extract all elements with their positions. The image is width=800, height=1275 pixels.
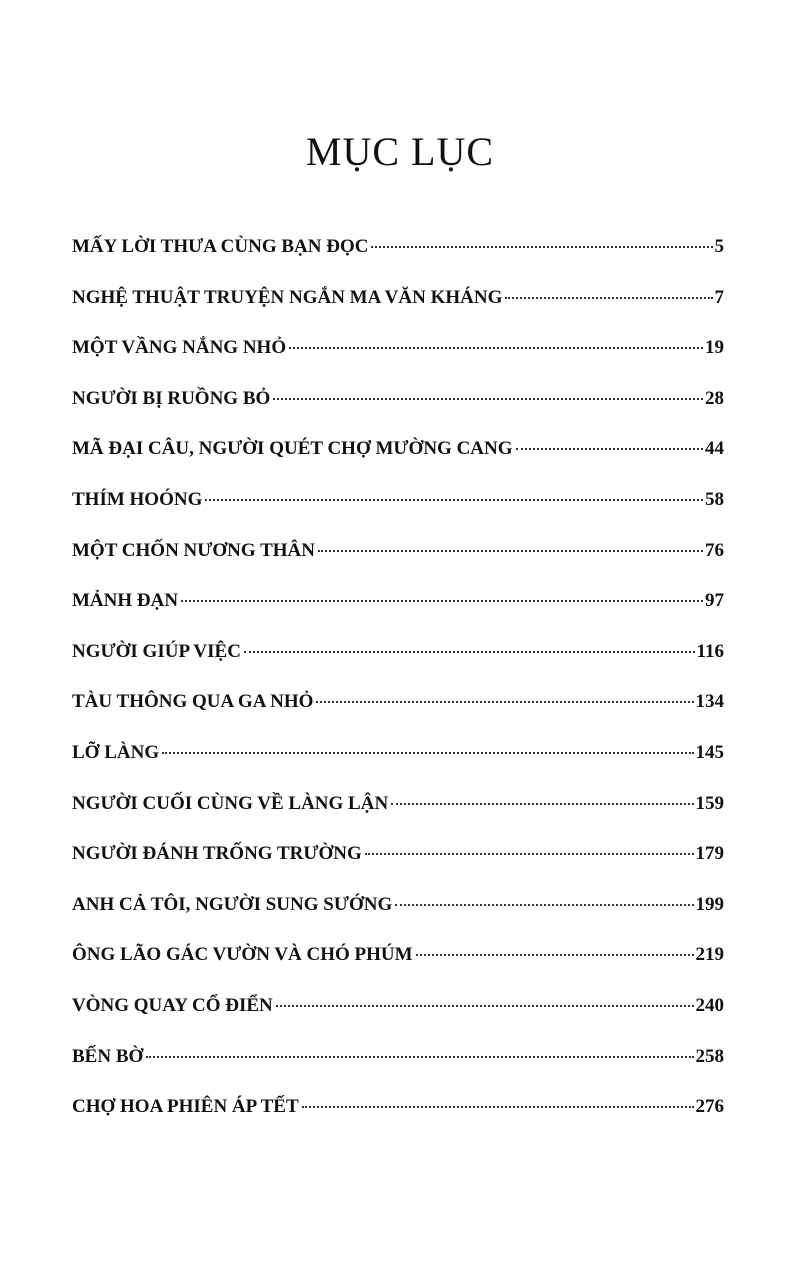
dot-leader <box>365 853 694 855</box>
dot-leader <box>181 600 703 602</box>
dot-leader <box>318 550 703 552</box>
dot-leader <box>205 499 703 501</box>
dot-leader <box>391 803 693 805</box>
toc-entry-page-number: 19 <box>705 337 724 359</box>
dot-leader <box>244 651 695 653</box>
table-of-contents <box>72 236 724 1147</box>
toc-entry <box>72 489 724 540</box>
toc-entry-title: NGƯỜI BỊ RUỒNG BỎ <box>72 387 271 409</box>
toc-entry-page-number: 28 <box>705 387 724 409</box>
dot-leader <box>289 347 703 349</box>
dot-leader <box>505 297 712 299</box>
toc-entry-title: NGƯỜI ĐÁNH TRỐNG TRƯỜNG <box>72 843 362 865</box>
toc-entry-title: NGHỆ THUẬT TRUYỆN NGẮN MA VĂN KHÁNG <box>72 286 503 308</box>
dot-leader <box>302 1106 694 1108</box>
toc-entry-page-number: 145 <box>695 741 724 763</box>
toc-entry-title: NGƯỜI CUỐI CÙNG VỀ LÀNG LẬN <box>72 792 389 814</box>
toc-entry-page-number: 76 <box>705 539 724 561</box>
toc-entry-page-number: 5 <box>714 236 724 257</box>
toc-entry-title: CHỢ HOA PHIÊN ÁP TẾT <box>72 1096 299 1118</box>
dot-leader <box>273 398 703 400</box>
toc-entry <box>72 742 724 793</box>
toc-entry-page-number: 276 <box>695 1096 724 1118</box>
toc-entry-page-number: 116 <box>696 640 724 662</box>
toc-entry-page-number: 97 <box>705 590 724 612</box>
dot-leader <box>371 246 712 248</box>
toc-entry-title: MỘT VẦNG NẮNG NHỎ <box>72 337 287 359</box>
toc-entry <box>72 793 724 844</box>
toc-entry-title: MẤY LỜI THƯA CÙNG BẠN ĐỌC <box>72 236 369 257</box>
toc-entry-title: ANH CẢ TÔI, NGƯỜI SUNG SƯỚNG <box>72 893 393 915</box>
toc-entry <box>72 1096 724 1147</box>
toc-entry <box>72 438 724 489</box>
toc-entry-page-number: 58 <box>705 488 724 510</box>
toc-entry-title: ÔNG LÃO GÁC VƯỜN VÀ CHÓ PHÚM <box>72 944 413 966</box>
dot-leader <box>516 448 703 450</box>
toc-entry <box>72 337 724 388</box>
toc-entry-page-number: 7 <box>714 286 724 308</box>
toc-entry <box>72 236 724 287</box>
toc-entry-page-number: 219 <box>695 944 724 966</box>
toc-entry <box>72 287 724 338</box>
toc-entry-title: BẾN BỜ <box>72 1045 144 1067</box>
toc-entry <box>72 894 724 945</box>
toc-entry-title: VÒNG QUAY CỔ ĐIỂN <box>72 994 273 1016</box>
toc-entry-page-number: 240 <box>695 994 724 1016</box>
toc-entry <box>72 388 724 439</box>
toc-entry-page-number: 44 <box>705 438 724 460</box>
dot-leader <box>316 701 693 703</box>
page-title: MỤC LỤC <box>305 129 495 174</box>
toc-entry-title: MẢNH ĐẠN <box>72 590 179 612</box>
toc-entry-title: MỘT CHỐN NƯƠNG THÂN <box>72 539 315 561</box>
toc-entry-page-number: 179 <box>695 843 724 865</box>
dot-leader <box>162 752 693 754</box>
toc-entry <box>72 590 724 641</box>
toc-entry-title: NGƯỜI GIÚP VIỆC <box>72 640 241 662</box>
toc-entry <box>72 995 724 1046</box>
dot-leader <box>416 954 694 956</box>
dot-leader <box>395 904 693 906</box>
dot-leader <box>146 1056 693 1058</box>
toc-entry-page-number: 199 <box>695 893 724 915</box>
toc-entry <box>72 843 724 894</box>
toc-entry-title: THÍM HOÓNG <box>72 488 203 510</box>
toc-entry <box>72 691 724 742</box>
toc-entry <box>72 540 724 591</box>
toc-entry-title: TÀU THÔNG QUA GA NHỎ <box>72 691 314 713</box>
dot-leader <box>276 1005 694 1007</box>
toc-entry <box>72 641 724 692</box>
toc-entry <box>72 944 724 995</box>
toc-entry-title: MÃ ĐẠI CÂU, NGƯỜI QUÉT CHỢ MƯỜNG CANG <box>72 438 513 460</box>
toc-entry <box>72 1046 724 1097</box>
toc-entry-page-number: 159 <box>695 792 724 814</box>
toc-entry-title: LỠ LÀNG <box>72 741 160 763</box>
toc-entry-page-number: 258 <box>695 1045 724 1067</box>
toc-entry-page-number: 134 <box>695 691 724 713</box>
